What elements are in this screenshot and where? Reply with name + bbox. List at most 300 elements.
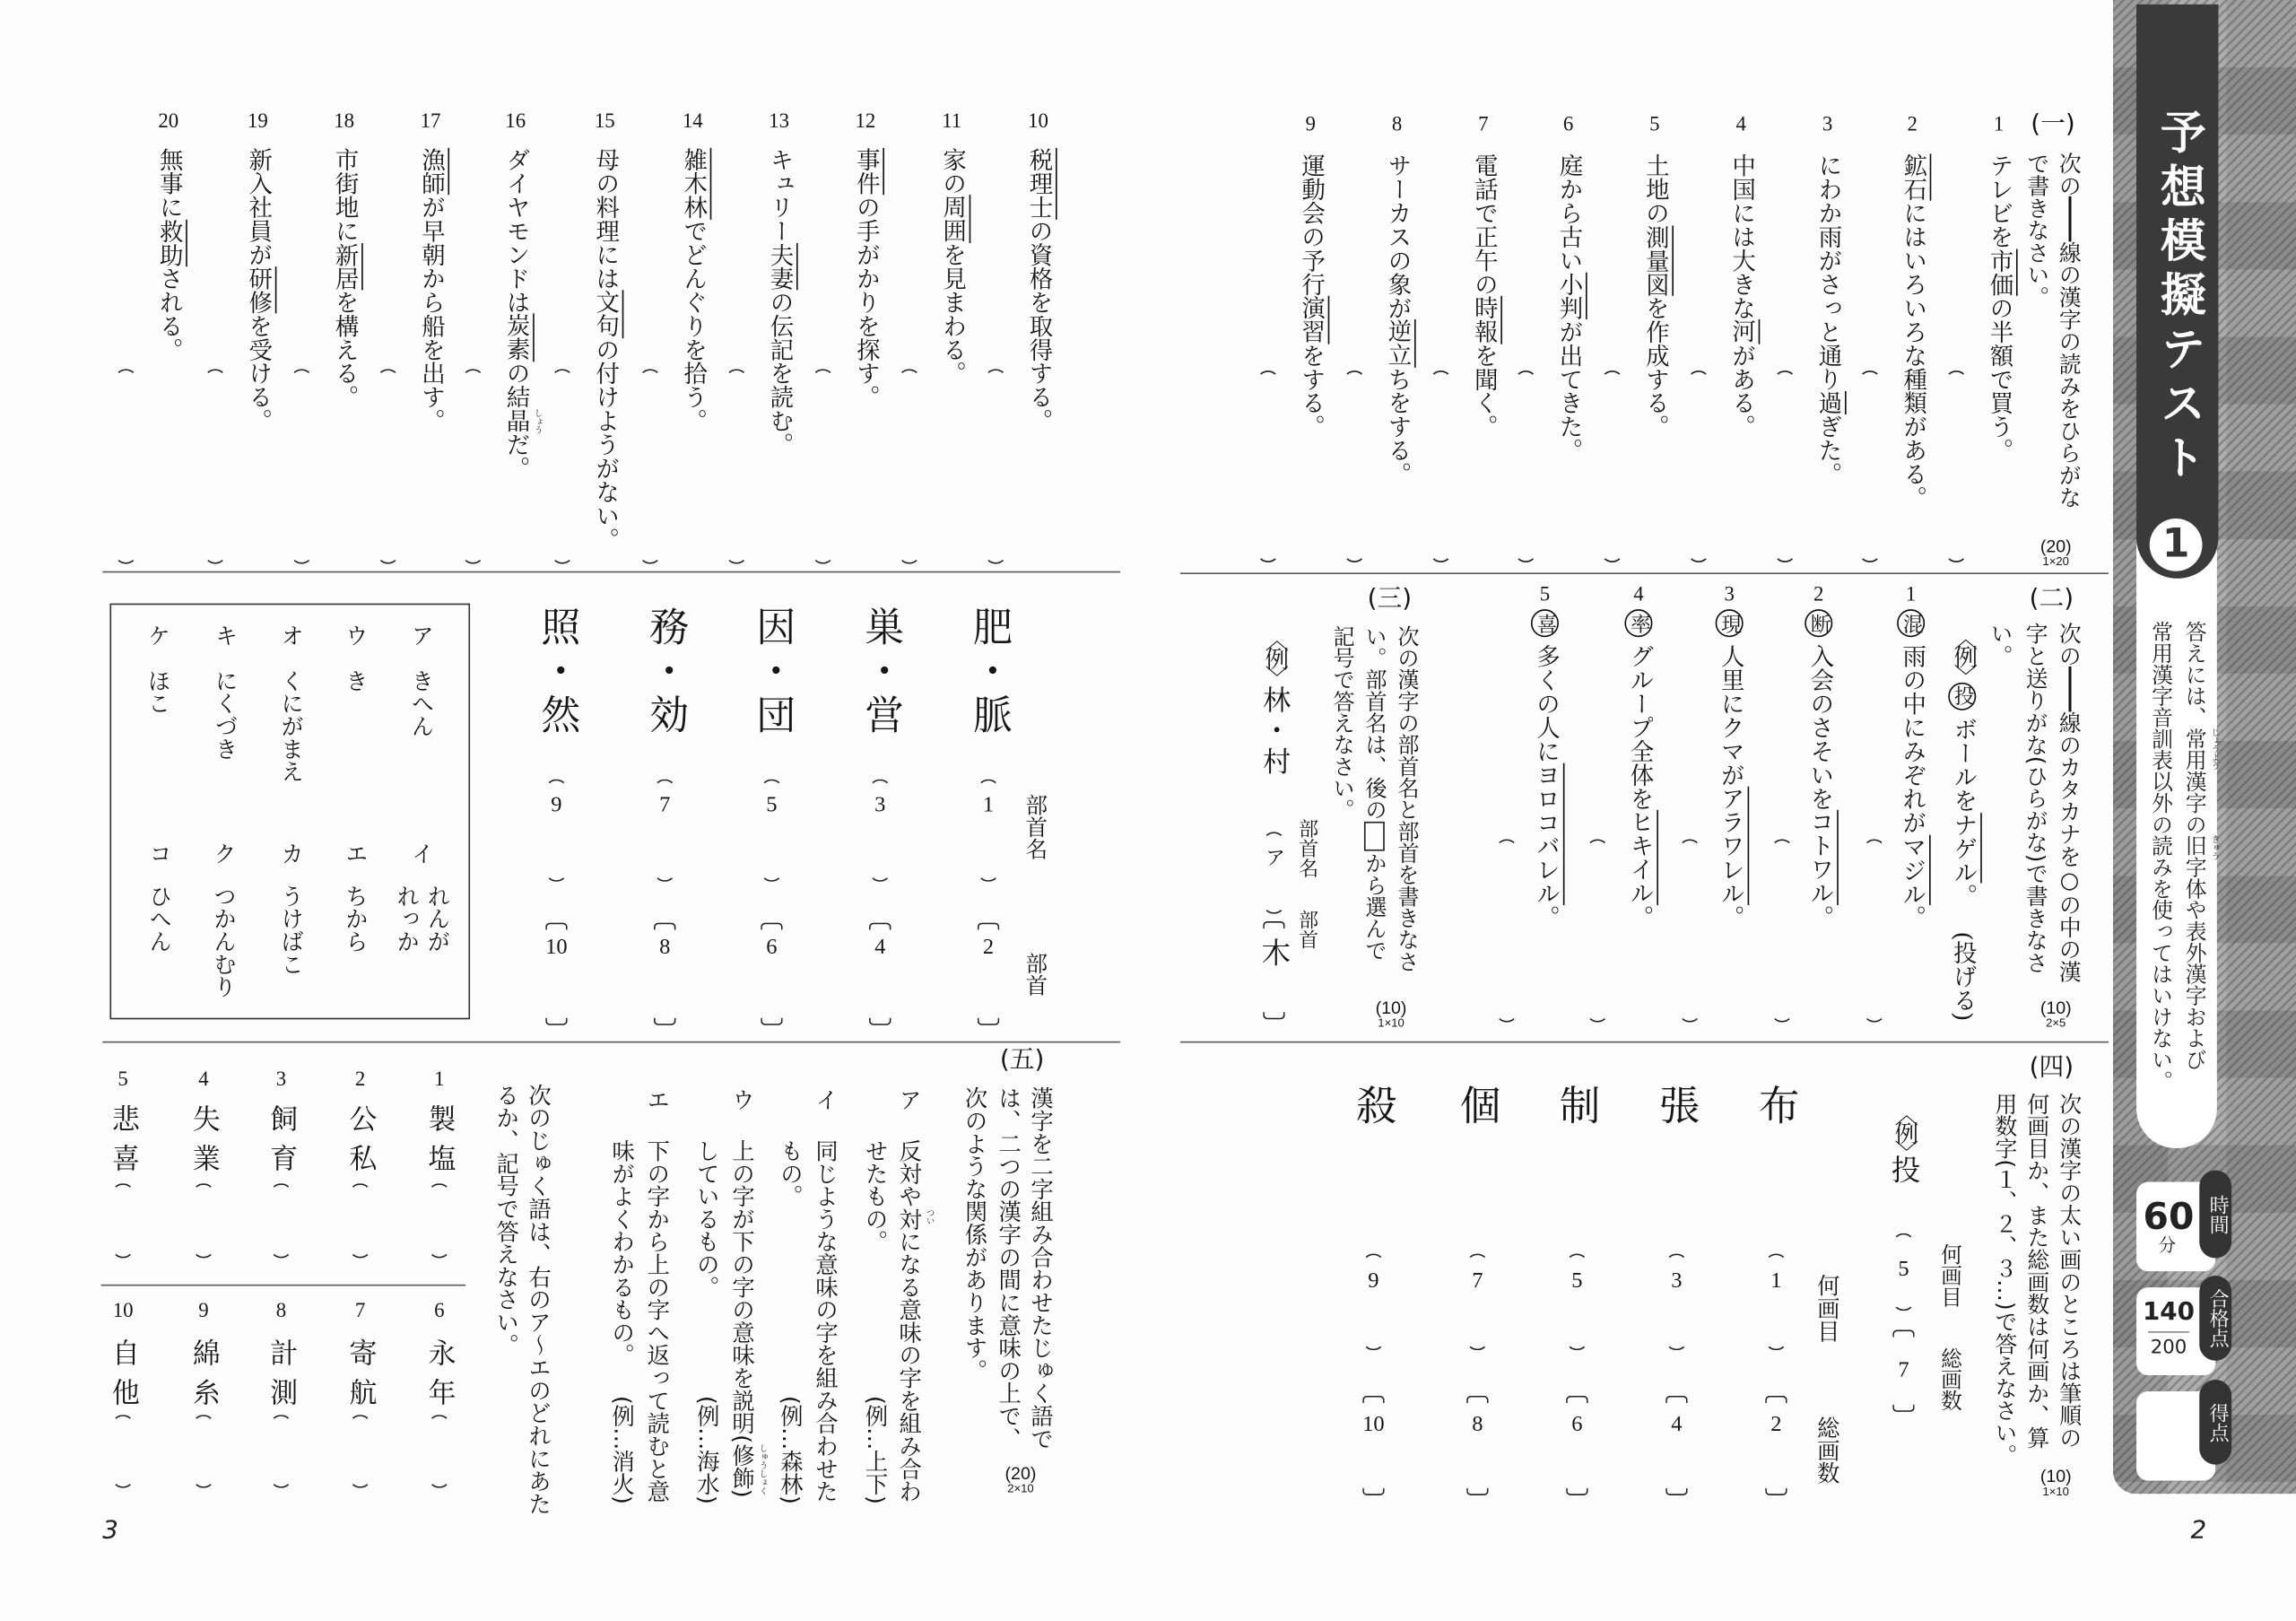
circled-kanji: 率 [1624, 609, 1652, 637]
underlined-target: マジル [1899, 834, 1930, 905]
underlined-target: コトワル [1806, 811, 1838, 906]
answer-blank[interactable] [462, 369, 483, 563]
text: を見まわる。 [938, 242, 967, 386]
text: を作成する。 [1641, 296, 1670, 439]
answer-blank[interactable] [377, 369, 398, 563]
underlined-target: 事件 [852, 148, 883, 196]
relation-type-description [728, 1139, 766, 1498]
answer-blank-stroke[interactable] [1566, 1254, 1587, 1351]
answer-blank[interactable] [429, 1415, 450, 1488]
option-key: カ [277, 841, 305, 866]
option-text: ちから [342, 885, 370, 954]
option-key: ク [210, 841, 238, 866]
option-key: エ [342, 841, 370, 866]
text: キュリー [766, 147, 795, 243]
instruction-text: 線のカタカナを○の中の漢 [2056, 711, 2083, 983]
relation-type-key: ア [895, 1088, 923, 1111]
question-text [502, 147, 542, 481]
compound-word: 自他 [107, 1338, 140, 1418]
section-instruction: 記号で答えなさい。 [1330, 625, 1355, 821]
label-stroke-order: 何画目 [1813, 1274, 1840, 1343]
answer-blank-total[interactable] [1362, 1396, 1384, 1495]
section-instruction: 次の漢字の部首名と部首を書きなさ [1394, 625, 1420, 972]
answer-blank[interactable] [1496, 840, 1518, 1023]
text: を受ける。 [244, 314, 273, 433]
text: 雨の中にみぞれが [1898, 644, 1926, 834]
ruby [2182, 834, 2218, 861]
relation-type-key: ウ [728, 1088, 756, 1111]
text: を構える。 [331, 290, 360, 409]
circled-kanji: 断 [1805, 609, 1832, 637]
text: 市街地に [331, 147, 360, 243]
instruction-text: 次の [2056, 622, 2083, 667]
question-text [1899, 153, 1927, 510]
ruby-text: しゅうしょく [757, 1443, 766, 1495]
relation-type-description: せたもの。 [862, 1139, 889, 1253]
answer-number: 1 [1770, 1269, 1782, 1294]
option-key: コ [145, 841, 173, 866]
underlined-target: 夫妻 [766, 243, 797, 291]
ruby [502, 408, 542, 435]
text: ダイヤモンドは [502, 147, 531, 315]
text: の半額で買う。 [1986, 296, 2014, 463]
question-number: 16 [505, 111, 526, 134]
answer-number: 7 [1472, 1269, 1483, 1294]
relation-type-example: (例…森林) [777, 1395, 804, 1504]
text: グループ全体を [1626, 644, 1655, 811]
underlined-target: 河 [1728, 320, 1760, 344]
instruction-text: 次の [2056, 152, 2083, 197]
question-text [1555, 153, 1584, 463]
answer-blank[interactable] [291, 369, 312, 563]
option-text: れっか [393, 885, 421, 954]
circled-kanji: 混 [1897, 609, 1925, 637]
question-number: 20 [158, 111, 179, 134]
answer-number: 8 [1472, 1413, 1483, 1437]
question-number: 19 [247, 111, 268, 134]
question-number: 2 [1813, 584, 1824, 606]
text: 。 [1717, 905, 1745, 929]
question-number: 1 [434, 1068, 445, 1092]
text: の資格を取得する。 [1025, 219, 1054, 433]
label-radical: 部首 [1293, 909, 1318, 949]
answer-blank-stroke[interactable] [1665, 1254, 1687, 1351]
answer-number: 2 [1770, 1413, 1782, 1437]
text: ぎた。 [1814, 414, 1843, 486]
answer-blank-total[interactable] [1566, 1396, 1587, 1495]
kanji: 殺 [1350, 1084, 1399, 1125]
answer-blank[interactable] [812, 369, 833, 563]
answer-blank[interactable] [115, 369, 136, 563]
question-number: 5 [1539, 584, 1551, 606]
text: テレビを [1986, 153, 2014, 249]
option-key: キ [212, 623, 239, 647]
question-number: 4 [198, 1068, 209, 1092]
answer-blank[interactable] [1679, 840, 1700, 1023]
answer-blank[interactable] [639, 369, 661, 563]
question-number: 18 [334, 111, 355, 134]
underlined-target: 測量図 [1641, 225, 1673, 296]
question-number: 5 [117, 1068, 128, 1092]
answer-number: 10 [1362, 1413, 1385, 1437]
question-text [155, 147, 184, 362]
compound-word: 飼育 [265, 1104, 299, 1184]
question-number: 9 [1305, 114, 1316, 136]
question-number: 3 [1822, 114, 1833, 136]
underlined-target: 小判 [1555, 273, 1587, 320]
underlined-target: 時報 [1470, 296, 1501, 344]
section-heading: (四) [2029, 1052, 2074, 1083]
note-line-2: 常用漢字音訓表以外の読みを使ってはいけない。 [2148, 621, 2174, 1092]
section-points-detail: 1×20 [2042, 554, 2069, 569]
compound-word: 公私 [344, 1104, 378, 1184]
question-number: 7 [354, 1300, 366, 1323]
divider [101, 1285, 466, 1286]
underlined-target: 演習 [1298, 296, 1329, 344]
label-stroke-order: 何画目 [1937, 1243, 1961, 1308]
text: 多くの人に [1532, 644, 1561, 763]
underlined-target: ヒキイル [1626, 811, 1657, 906]
example-label [1890, 1102, 1918, 1159]
passing-score-total: 200 [2150, 1337, 2187, 1360]
question-number: 3 [275, 1068, 287, 1092]
relation-type-description: しているもの。 [693, 1139, 720, 1299]
note-text: 字体や表外漢字および [2182, 856, 2207, 1070]
test-title: 予想模擬テスト [2152, 108, 2205, 488]
question-number: 4 [1633, 584, 1644, 606]
text: でどんぐりを拾う。 [679, 219, 708, 433]
text: 家の [938, 147, 967, 196]
answer-blank[interactable] [270, 1415, 291, 1488]
example-total-answer: 7 [1898, 1359, 1909, 1383]
note-text: 答えには、 [2182, 621, 2207, 728]
answer-number: 10 [545, 936, 568, 960]
text: がある。 [1727, 344, 1756, 439]
answer-blank-total[interactable] [1765, 1396, 1787, 1495]
sideline-symbol [2058, 196, 2081, 241]
question-text [1897, 609, 1925, 929]
score-label [2199, 1380, 2231, 1465]
relation-type-description: 下の字から上の字へ返って読むと意 [643, 1139, 671, 1503]
passing-score-value: 140 [2142, 1297, 2195, 1328]
question-number: 2 [354, 1068, 366, 1092]
answer-blank[interactable] [1864, 840, 1885, 1023]
note-line-1 [2182, 621, 2218, 1070]
text: の付けようがない。 [591, 337, 620, 552]
ruby-base: 対 [895, 1207, 923, 1231]
question-instruction: るか、記号で答えなさい。 [492, 1084, 520, 1356]
text: 。 [1949, 884, 1978, 908]
question-number: 1 [1993, 114, 2005, 136]
section-heading: (三) [1367, 584, 1413, 614]
answer-blank[interactable] [270, 1183, 291, 1258]
answer-blank-stroke[interactable] [1466, 1254, 1488, 1351]
answer-blank[interactable] [204, 369, 226, 563]
text: 。 [1532, 905, 1561, 929]
example-radical-name-answer: ア [1262, 846, 1286, 867]
section-heading: (二) [2029, 584, 2074, 614]
compound-word: 悲喜 [107, 1104, 140, 1184]
time-unit: 分 [2158, 1234, 2177, 1256]
ruby-base: 晶 [502, 408, 531, 433]
divider [102, 571, 1120, 573]
question-text [1814, 153, 1843, 486]
option-box-symbol [1364, 822, 1385, 851]
question-number: 2 [1907, 114, 1918, 136]
relation-type-description: 味がよくわかるもの。 [608, 1139, 636, 1367]
text: 入会のさそいを [1805, 644, 1834, 811]
text: 新入社員が [244, 147, 273, 267]
kanji-pair: 務・効 [641, 606, 688, 738]
section-instruction: 次のような関係があります。 [961, 1086, 988, 1382]
text: の伝記を読む。 [766, 290, 795, 457]
text: 電話で正午の [1470, 153, 1499, 297]
question-number: 10 [112, 1300, 134, 1323]
question-text [1531, 609, 1559, 929]
compound-word: 失業 [187, 1104, 221, 1184]
passing-label-text: 合格点 [2205, 1288, 2229, 1348]
question-number: 10 [1028, 111, 1048, 134]
text: サーカスの象が [1384, 153, 1413, 320]
underlined-target: 鉱石 [1900, 153, 1931, 201]
underlined-target: 市価 [1986, 248, 2017, 296]
question-text [1384, 153, 1413, 486]
ruby [895, 1207, 934, 1231]
question-number: 8 [275, 1300, 287, 1323]
text: ボールを [1949, 717, 1978, 813]
section-points: (10) [1375, 997, 1407, 1018]
question-text [1297, 153, 1326, 439]
compound-word: 製塩 [423, 1104, 457, 1184]
ruby-text: じょうよう [2209, 728, 2218, 771]
label-radical: 部首 [1022, 952, 1049, 997]
question-text [1716, 609, 1744, 929]
question-number: 1 [1905, 584, 1917, 606]
answer-blank[interactable] [1430, 370, 1451, 562]
answer-number: 6 [766, 936, 778, 960]
question-text [1624, 609, 1655, 929]
text: 反対や [895, 1139, 923, 1208]
answer-blank-stroke[interactable] [1362, 1254, 1384, 1351]
answer-blank[interactable] [1587, 840, 1608, 1023]
underlined-target: 雑木林 [680, 148, 711, 219]
example-stroke-answer: 5 [1898, 1258, 1909, 1282]
answer-blank[interactable] [193, 1415, 214, 1488]
answer-blank-total[interactable] [1466, 1396, 1488, 1495]
section-points: (20) [2039, 536, 2072, 557]
example-radical-answer: 木 [1256, 937, 1292, 967]
ruby [728, 1443, 766, 1495]
option-text: ひへん [145, 885, 173, 954]
question-number: 11 [942, 111, 962, 134]
section-instruction: は、二つの漢字の間に意味の上で、 [995, 1086, 1022, 1451]
answer-blank[interactable] [1774, 370, 1796, 562]
section-points: (20) [1004, 1463, 1037, 1484]
answer-number: 5 [766, 793, 778, 818]
answer-blank[interactable] [1859, 370, 1881, 562]
answer-blank[interactable] [1688, 370, 1709, 562]
answer-blank[interactable] [899, 369, 920, 563]
section-points: (10) [2039, 1466, 2072, 1487]
score-label-text: 得点 [2205, 1402, 2229, 1442]
instruction-text: 線の漢字の読みをひらがな [2056, 241, 2083, 509]
question-number: 4 [1735, 114, 1746, 136]
text: 上の字が下の字の意味を説明( [728, 1139, 756, 1444]
answer-blank[interactable] [1771, 840, 1793, 1023]
answer-blank[interactable] [112, 1183, 134, 1258]
page-number-left: 3 [102, 1515, 118, 1546]
option-text: つかんむり [210, 885, 238, 998]
answer-blank[interactable] [726, 369, 747, 563]
text: 土地の [1641, 153, 1670, 225]
circled-kanji: 喜 [1531, 609, 1559, 637]
text: だ。 [502, 432, 531, 481]
underlined-target: アラワレル [1717, 787, 1748, 905]
text: の手がかりを探す。 [852, 195, 881, 409]
answer-number: 5 [1571, 1269, 1583, 1294]
kanji: 個 [1454, 1084, 1503, 1125]
underlined-target: 漁師 [417, 148, 448, 196]
relation-type-example: (例…消火) [608, 1395, 636, 1504]
section-instruction [2057, 623, 2081, 983]
text: 。 [1898, 905, 1926, 929]
question-number: 17 [420, 111, 441, 134]
relation-type-description [895, 1139, 934, 1503]
answer-number: 8 [659, 936, 671, 960]
underlined-target: 研修 [245, 266, 276, 314]
text: にはいろいろな種類がある。 [1899, 201, 1927, 510]
question-text [417, 147, 446, 433]
answer-blank[interactable] [1257, 370, 1279, 562]
ruby-base: 旧 [2182, 834, 2207, 857]
text: 。 [1626, 905, 1655, 929]
text: ) [728, 1488, 756, 1498]
time-label-text: 時間 [2205, 1194, 2229, 1234]
underlined-target: ナゲル [1950, 813, 1981, 884]
section-heading: (五) [999, 1045, 1045, 1076]
ruby [2182, 728, 2218, 771]
answer-blank[interactable] [112, 1415, 134, 1488]
answer-blank-total[interactable] [1665, 1396, 1687, 1495]
answer-blank[interactable] [985, 369, 1006, 563]
section-points: (10) [2039, 997, 2072, 1018]
question-text [591, 147, 620, 552]
answer-blank[interactable] [193, 1183, 214, 1258]
section-instruction: で書きなさい。 [2024, 152, 2051, 309]
sideline-symbol [2058, 667, 2081, 712]
option-text: き [342, 669, 370, 693]
section-points-detail: 1×10 [2042, 1485, 2069, 1499]
option-text: きへん [408, 669, 435, 738]
section-instruction: 何画目か、また総画数は何画か、算 [2024, 1092, 2051, 1450]
text: 母の料理には [591, 147, 620, 291]
answer-number: 3 [1671, 1269, 1683, 1294]
text: が出てきた。 [1555, 319, 1584, 463]
relation-type-example: (例…上下) [862, 1395, 889, 1504]
option-text: ほこ [144, 669, 171, 715]
text: される。 [155, 266, 184, 362]
underlined-target: 救助 [155, 219, 187, 266]
answer-blank[interactable] [1344, 370, 1365, 562]
answer-blank[interactable] [1601, 370, 1622, 562]
underlined-target: ヨロコバレル [1533, 763, 1564, 906]
ruby-text: つい [924, 1207, 934, 1225]
question-text [1025, 147, 1054, 433]
underlined-target: 炭素 [502, 314, 534, 362]
label-total-strokes: 総画数 [1937, 1347, 1961, 1412]
answer-blank[interactable] [1945, 370, 1967, 562]
kanji-pair: 照・然 [534, 606, 579, 738]
answer-blank[interactable] [552, 369, 573, 563]
section-heading: (一) [2031, 109, 2075, 140]
kanji-pair: 巣・営 [857, 606, 903, 738]
example-kanji: 林・村 [1258, 685, 1292, 778]
answer-blank[interactable] [429, 1183, 450, 1258]
answer-number: 4 [874, 936, 886, 960]
answer-number: 7 [659, 793, 671, 818]
underlined-target: 税理士 [1025, 148, 1057, 219]
question-number: 6 [1562, 114, 1574, 136]
option-key: ウ [342, 623, 370, 647]
text: になる意味の字を組み合わ [895, 1230, 923, 1503]
underlined-target: 文句 [592, 291, 623, 338]
relation-type-key: エ [643, 1088, 671, 1111]
question-text [679, 147, 708, 433]
example-label [1260, 628, 1289, 684]
section-instruction [2057, 153, 2081, 509]
question-number: 6 [434, 1300, 445, 1323]
text: の結 [502, 361, 531, 409]
relation-type-description: 同じような意味の字を組み合わせた [812, 1139, 839, 1503]
question-number: 7 [1478, 114, 1489, 136]
option-key: ケ [144, 623, 171, 647]
section-instruction: 字と送りがな(ひらがな)で書きなさ [2022, 622, 2050, 974]
answer-blank[interactable] [349, 1415, 370, 1488]
circled-kanji: 投 [1948, 683, 1976, 710]
option-key: オ [277, 623, 305, 647]
underlined-target: 周囲 [939, 196, 970, 243]
answer-blank-stroke[interactable] [1765, 1254, 1787, 1351]
section-instruction [1361, 625, 1387, 962]
option-key: イ [408, 841, 435, 866]
answer-number: 3 [874, 793, 886, 818]
text: にわか雨がさっと通り [1814, 153, 1843, 391]
question-text [766, 147, 795, 457]
passing-score-label [2199, 1276, 2231, 1361]
text: を聞く。 [1470, 344, 1499, 439]
answer-blank[interactable] [349, 1183, 370, 1258]
divider [1180, 572, 2109, 574]
page-number-right: 2 [2190, 1515, 2207, 1546]
answer-number: 9 [1368, 1269, 1379, 1294]
kanji: 張 [1653, 1084, 1702, 1125]
answer-blank[interactable] [1515, 370, 1536, 562]
section-instruction: 用数字(１、２、３…)で答えなさい。 [1992, 1092, 2019, 1467]
option-text: れんが [424, 885, 451, 954]
underlined-target: 新居 [331, 243, 362, 291]
question-text [1727, 153, 1756, 439]
example-kanji: 投 [1885, 1154, 1922, 1184]
text: をする。 [1297, 344, 1326, 439]
option-text: うけばこ [277, 885, 305, 976]
question-text [1986, 153, 2014, 463]
question-number: 12 [855, 111, 876, 134]
divider [102, 1041, 1120, 1043]
label-total-strokes: 総画数 [1813, 1416, 1840, 1485]
question-number: 9 [198, 1300, 209, 1323]
circled-kanji: 現 [1716, 609, 1744, 637]
section-points-detail: 1×10 [1378, 1016, 1405, 1030]
